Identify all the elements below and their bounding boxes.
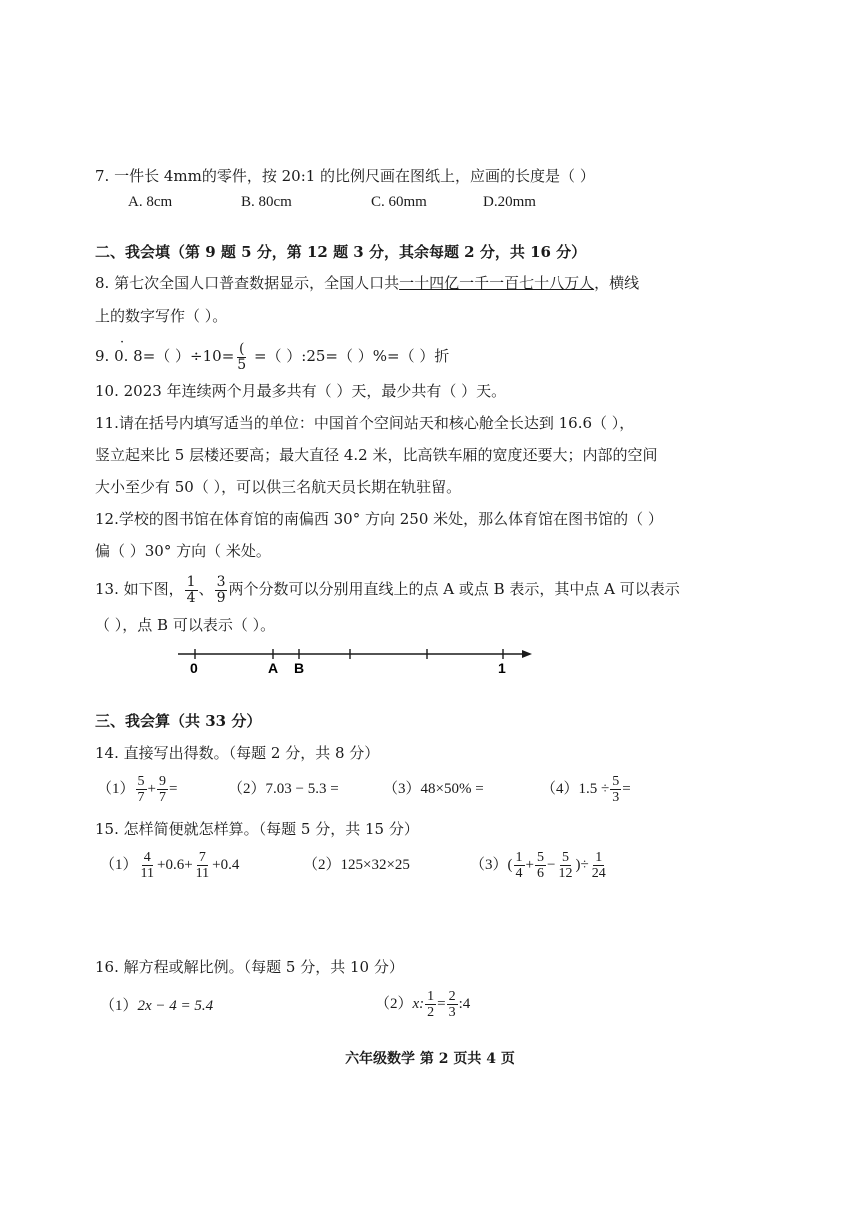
q9-frac-den: 5 <box>237 356 247 373</box>
q14-p1-frac-a <box>136 774 147 805</box>
q15-p3-d-den: 24 <box>591 866 606 882</box>
q14-p2-label: （2） <box>228 781 266 797</box>
q14-p3-expr: 48×50% = <box>420 781 484 797</box>
q15-p3-op2: − <box>546 857 556 873</box>
q14-p1-eq: = <box>168 781 178 797</box>
q16-p2-tail: :4 <box>458 996 471 1012</box>
q8-line1-post: ，横线 <box>594 274 640 292</box>
q13-line1 <box>95 572 680 606</box>
page-footer: 六年级数学 第 2 页共 4 页 <box>345 1051 515 1067</box>
q14-p4-num: 5 <box>612 774 620 790</box>
q15-problem-1 <box>100 845 239 885</box>
q11-line2: 竖立起来比 5 层楼还要高；最大直径 4.2 米，比高铁车厢的宽度还要大；内部的空间 <box>95 446 658 464</box>
q15-p3-b-num: 5 <box>536 850 544 866</box>
q15-p1-frac-a <box>139 850 156 881</box>
q15-p1-label: （1） <box>100 857 138 873</box>
q15-p1-b-den: 11 <box>195 866 210 882</box>
q15-p1-a-num: 4 <box>143 850 151 866</box>
label-0: 0 <box>190 660 198 676</box>
q14-problem-2 <box>228 779 339 799</box>
q9-frac-num: ( <box>238 340 245 357</box>
q15-p3-c-num: 5 <box>561 850 569 866</box>
q7-option-a: A. 8cm <box>128 194 173 210</box>
q9-pre: 9. 0. 8=（ ）÷10= <box>95 347 235 365</box>
q8-line1-pre: 8. 第七次全国人口普查数据显示，全国人口共 <box>95 274 400 292</box>
q7-option-b: B. 80cm <box>241 194 292 210</box>
q14-p1-b-den: 7 <box>158 790 166 806</box>
section3-heading: 三、我会算（共 33 分） <box>95 712 262 730</box>
q14-problem-4 <box>541 771 631 807</box>
q16-problem-1 <box>100 996 213 1016</box>
q15-p3-frac-b <box>535 850 546 881</box>
q14-title: 14. 直接写出得数。（每题 2 分，共 8 分） <box>95 744 380 762</box>
q15-title: 15. 怎样简便就怎样算。（每题 5 分，共 15 分） <box>95 820 419 838</box>
q16-p2-b-den: 3 <box>448 1005 456 1021</box>
section2-heading: 二、我会填（第 9 题 5 分，第 12 题 3 分，其余每题 2 分，共 16 分） <box>95 243 587 261</box>
q16-p2-eq: = <box>437 996 446 1012</box>
q7-option-c: C. 60mm <box>371 194 427 210</box>
q13-pre: 13. 如下图， <box>95 580 184 598</box>
q16-title: 16. 解方程或解比例。（每题 5 分，共 10 分） <box>95 958 404 976</box>
q14-p4-expr: 1.5 ÷ <box>578 781 610 797</box>
q16-p2-frac-a <box>425 989 436 1020</box>
q14-p1-a-num: 5 <box>137 774 145 790</box>
q14-p1-a-den: 7 <box>137 790 145 806</box>
q14-problem-1 <box>97 771 177 807</box>
q16-p2-a-num: 1 <box>427 989 435 1005</box>
q13-post: 两个分数可以分别用直线上的点 A 或点 B 表示，其中点 A 可以表示 <box>228 580 680 598</box>
q9-recurring-dot: · <box>120 335 125 350</box>
q15-problem-2 <box>303 855 410 875</box>
q16-p1-expr: 2x − 4 = 5.4 <box>137 998 214 1014</box>
q8-line2: 上的数字写作（ ）。 <box>95 307 228 325</box>
q9-fraction <box>235 342 248 373</box>
q15-p3-open: ( <box>507 857 513 873</box>
q7-option-d: D.20mm <box>483 194 536 210</box>
q15-p1-frac-b <box>194 850 211 881</box>
q15-p3-b-den: 6 <box>536 866 544 882</box>
q15-p3-frac-c <box>556 850 574 881</box>
label-b: B <box>294 660 305 676</box>
q8-line1 <box>95 273 639 293</box>
q14-p1-frac-b <box>157 774 168 805</box>
q12-line1: 12.学校的图书馆在体育馆的南偏西 30° 方向 250 米处，那么体育馆在图书馆的（ ） <box>95 510 663 528</box>
q15-problem-3 <box>470 845 609 885</box>
q13-fraction-2 <box>215 575 228 606</box>
q13-f1-num: 1 <box>186 573 196 590</box>
q15-p1-a-den: 11 <box>140 866 154 882</box>
q15-p3-c-den: 12 <box>558 866 573 882</box>
q14-p4-eq: = <box>622 781 631 797</box>
q15-p2-expr: 125×32×25 <box>340 857 410 873</box>
q14-p4-label: （4） <box>541 781 579 797</box>
q9-post: =（ ）:25=（ ）%=（ ）折 <box>249 347 450 365</box>
q14-p4-den: 3 <box>612 790 620 806</box>
q13-sep: 、 <box>198 580 214 598</box>
q15-p3-frac-d <box>590 850 608 881</box>
q14-p1-label: （1） <box>97 781 135 797</box>
q15-p1-b-num: 7 <box>198 850 206 866</box>
q15-p3-close: )÷ <box>575 857 589 873</box>
q15-p1-tail: +0.4 <box>212 857 240 873</box>
label-1: 1 <box>498 660 506 676</box>
q13-f2-num: 3 <box>216 573 226 590</box>
number-line-arrow <box>522 650 532 658</box>
q13-line2: （ ），点 B 可以表示（ ）。 <box>95 616 276 634</box>
q14-p3-label: （3） <box>383 781 421 797</box>
q16-p2-a-den: 2 <box>427 1005 435 1021</box>
q15-p3-label: （3） <box>470 857 508 873</box>
q13-f1-den: 4 <box>186 589 196 606</box>
q13-f2-den: 9 <box>216 589 226 606</box>
q14-p2-expr: 7.03 − 5.3 = <box>265 781 339 797</box>
q8-underlined-number: 一十四亿一千一百七十八万人 <box>399 274 595 292</box>
q16-p2-label: （2） <box>375 996 413 1012</box>
q13-fraction-1 <box>185 575 198 606</box>
q14-p4-frac <box>610 774 621 805</box>
q9-line <box>95 339 449 373</box>
number-line <box>170 640 540 680</box>
q14-p1-op: + <box>147 781 156 797</box>
q15-p3-frac-a <box>514 850 525 881</box>
q15-p3-a-den: 4 <box>515 866 523 882</box>
q15-p3-d-num: 1 <box>595 850 603 866</box>
q14-p1-b-num: 9 <box>158 774 166 790</box>
q15-p1-mid: +0.6+ <box>157 857 193 873</box>
q15-p3-op1: + <box>525 857 534 873</box>
q11-line3: 大小至少有 50（ ），可以供三名航天员长期在轨驻留。 <box>95 478 462 496</box>
q10-line: 10. 2023 年连续两个月最多共有（ ）天，最少共有（ ）天。 <box>95 382 507 400</box>
q15-p2-label: （2） <box>303 857 341 873</box>
q16-p2-pre: x: <box>412 996 425 1012</box>
q7-options <box>128 192 536 212</box>
q12-line2: 偏（ ）30° 方向（ 米处。 <box>95 542 271 560</box>
q14-problem-3 <box>383 779 484 799</box>
q7-stem: 7. 一件长 4mm的零件，按 20:1 的比例尺画在图纸上，应画的长度是（ ） <box>95 167 595 185</box>
q16-p1-label: （1） <box>100 998 138 1014</box>
q16-p2-b-num: 2 <box>448 989 456 1005</box>
q11-line1: 11.请在括号内填写适当的单位：中国首个空间站天和核心舱全长达到 16.6（ ）， <box>95 414 635 432</box>
q16-p2-frac-b <box>447 989 458 1020</box>
q16-problem-2 <box>375 985 470 1023</box>
q15-p3-a-num: 1 <box>515 850 523 866</box>
label-a: A <box>268 660 279 676</box>
